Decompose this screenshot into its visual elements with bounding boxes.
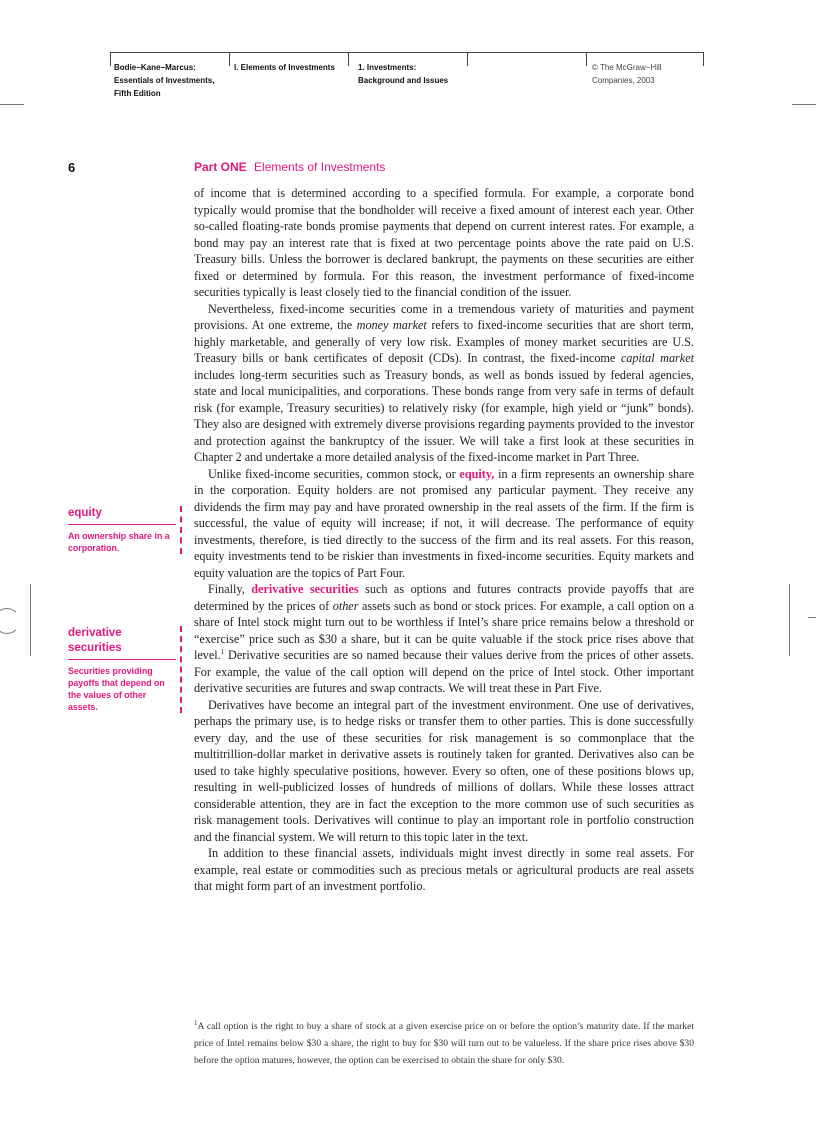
key-term: equity, [459,466,495,481]
header-divider [110,52,111,66]
footnote-reference: 1 [220,647,225,656]
margin-definition-derivative-securities [68,626,182,713]
header-part [234,61,335,74]
italic-term: capital market [620,351,694,365]
header-chapter-number: 1. Investments: [358,63,417,72]
text-run: Derivative securities are so named because their values derive from the prices of other assets. For example, the value of the call option will depend on the price of Intel stock. Other important derivative securities are futures and swap contracts. We will treat these in Part Five. [194,648,694,695]
registration-mark [0,608,20,634]
paragraph [194,697,694,846]
header-book-title: Essentials of Investments, [114,76,215,85]
book-header [110,52,704,98]
text-run: Finally, [208,582,252,596]
footnote [194,1018,694,1069]
header-divider [703,52,704,66]
key-term: derivative securities [251,582,359,596]
header-divider [467,52,468,66]
text-run: refers to fixed-income securities that are short term, highly marketable, and generally of very low risk. Examples of money market securities are U.S. Treasury bills or bank certificates of deposit (CDs). In contrast, the fixed-income [194,318,694,365]
footnote-text: A call option is the right to buy a share of stock at a given exercise price on or before the option’s maturity date. If the market price of Intel remains below $30 a share, the right to buy for $30 will turn out to be valueless. If the share price rises above $30 before the option matures, however, the option can be exercised to obtain the share for only $30. [194,1021,694,1066]
text-run: In addition to these financial assets, individuals might invest directly in some real assets. For example, real estate or commodities such as precious metals or agricultural products are real assets that might form part of an investment portfolio. [194,846,694,893]
margin-term: equity [68,506,176,525]
text-run: Nevertheless, fixed-income securities come in a tremendous variety of maturities and payment provisions. At one extreme, the [194,301,694,332]
header-book-info [114,61,214,100]
text-run: Derivatives have become an integral part of the investment environment. One use of derivatives, perhaps the primary use, is to hedge risks or transfer them to other parties. This is done successfully every day, and the use of these securities for risk management is so commonplace that the multitrillion-dollar market in derivative assets is routinely taken for granted. Derivatives also can be used to take highly speculative positions, however. Every so often, one of these positions blows up, resulting in well-publicized losses of hundreds of millions of dollars. While these losses attract considerable attention, they are in fact the exception to the more common use of such securities as risk management tools. Derivatives will continue to play an important role in portfolio construction and the financial system. We will return to this topic later in the text. [194,697,694,844]
header-copyright [592,61,662,87]
paragraph [194,845,694,895]
text-run: assets such as bond or stock prices. For example, a call option on a share of Intel stock might turn out to be worthless if Intel’s share price remains below a threshold or “exercise” price such as $30 a share, but it can be quite valuable if the stock price rises above that level. [194,598,694,662]
paragraph [194,301,694,466]
header-divider [229,52,230,66]
header-divider [586,52,587,66]
text-run: in a firm represents an ownership share in the corporation. Equity holders are not promised any particular payment. They receive any dividends the firm may pay and have prorated ownership in the real assets of the firm. If the firm is successful, the value of equity will increase; if not, it will decrease. The performance of equity investments, therefore, is tied directly to the success of the firm and its real assets. For this reason, equity investments tend to be riskier than investments in fixed-income securities. Equity markets and equity valuation are the topics of Part Four. [194,466,694,580]
text-run: such as options and futures contracts provide payoffs that are determined by the prices of [194,582,694,613]
crop-mark [30,584,31,656]
crop-mark [808,617,816,618]
running-head [194,160,385,174]
header-copyright-year: Companies, 2003 [592,76,655,85]
margin-definition-equity [68,506,182,554]
crop-mark [0,104,24,105]
header-part-label: I. Elements of Investments [234,63,335,72]
margin-term: derivative securities [68,626,176,660]
text-run: includes long-term securities such as Treasury bonds, as well as bonds issued by federal agencies, state and local municipalities, and corporations. These bonds range from very safe in terms of default risk (for example, Treasury securities) to relatively risky (for example, high yield or “junk” bonds). They also are designed with extremely diverse provisions regarding payments provided to the investor and protection against the bankruptcy of the issuer. We will take a first look at these securities in Chapter 2 and undertake a more detailed analysis of the fixed-income market in Part Three. [194,367,694,464]
margin-definition-text: An ownership share in a corporation. [68,531,170,553]
header-divider [348,52,349,66]
paragraph [194,185,694,301]
text-run: Unlike fixed-income securities, common stock, or [208,466,460,481]
paragraph [194,581,694,697]
header-authors: Bodie−Kane−Marcus: [114,63,196,72]
crop-mark [789,584,790,656]
header-rule [110,52,704,53]
header-chapter [358,61,448,87]
text-run: of income that is determined according to a specified formula. For example, a corporate bond typically would promise that the bondholder will receive a fixed amount of interest each year. Other so-called floating-rate bonds promise payments that depend on current interest rates. For example, a bond may pay an interest rate that is fixed at two percentage points above the rate paid on U.S. Treasury bills. Unless the borrower is declared bankrupt, the payments on these securities are either fixed or determined by formula. For this reason, the investment performance of fixed-income securities typically is least closely tied to the financial condition of the issuer. [194,186,694,299]
running-head-title: Elements of Investments [254,160,386,174]
margin-definition-text: Securities providing payoffs that depend on the values of other assets. [68,666,165,712]
page-number: 6 [68,160,76,175]
paragraph [194,466,694,582]
running-head-part: Part ONE [194,160,247,174]
header-edition: Fifth Edition [114,89,161,98]
italic-term: other [332,598,359,613]
header-copyright-holder: © The McGraw−Hill [592,63,662,72]
body-text [194,185,694,895]
italic-term: money market [356,318,427,332]
header-chapter-title: Background and Issues [358,76,449,85]
footnote-marker: 1 [194,1018,198,1027]
crop-mark [792,104,816,105]
